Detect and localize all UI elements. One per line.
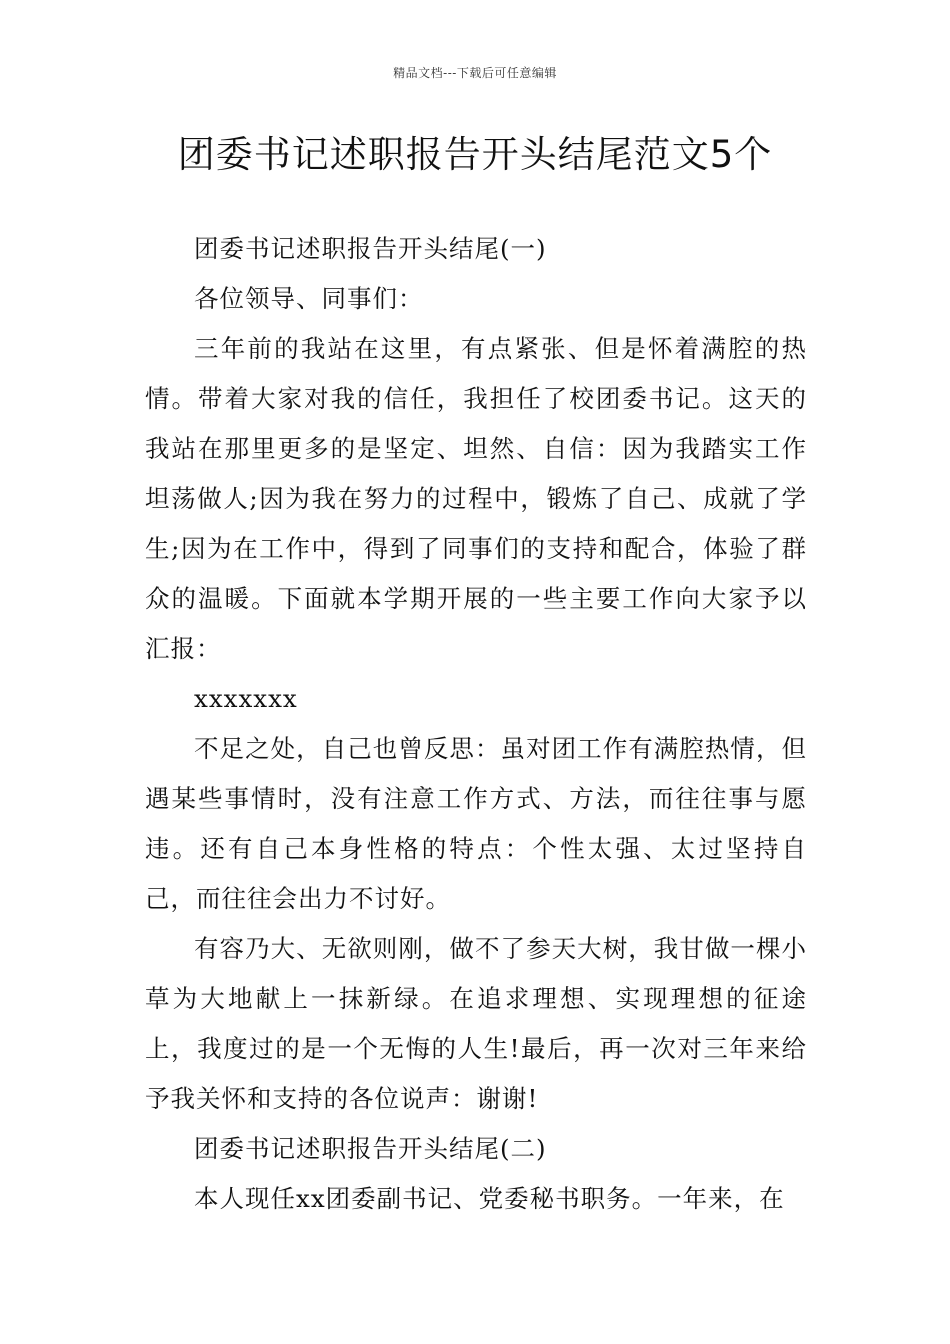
salutation: 各位领导、同事们：: [194, 284, 424, 313]
section-heading: 团委书记述职报告开头结尾(一): [194, 234, 547, 263]
body-paragraph: 本人现任xx团委副书记、党委秘书职务。一年来，在: [194, 1184, 785, 1213]
placeholder-text: xxxxxxx: [194, 684, 298, 713]
section-heading: 团委书记述职报告开头结尾(二): [194, 1134, 547, 1163]
header-note: 精品文档---下载后可任意编辑: [393, 66, 557, 80]
body-paragraph: 不足之处，自己也曾反思：虽对团工作有满腔热情，但遇某些事情时，没有注意工作方式、方法，而往往事与愿违。还有自己本身性格的特点：个性太强、太过坚持自己，而往往会出力不讨好。: [145, 734, 807, 913]
body-paragraph: 有容乃大、无欲则刚，做不了参天大树，我甘做一棵小草为大地献上一抹新绿。在追求理想、实现理想的征途上，我度过的是一个无悔的人生!最后，再一次对三年来给予我关怀和支持的各位说声：谢谢!: [145, 934, 807, 1113]
document-title: 团委书记述职报告开头结尾范文5个: [177, 133, 773, 176]
body-paragraph: 三年前的我站在这里，有点紧张、但是怀着满腔的热情。带着大家对我的信任，我担任了校团委书记。这天的我站在那里更多的是坚定、坦然、自信：因为我踏实工作坦荡做人;因为我在努力的过程中，锻炼了自己、成就了学生;因为在工作中，得到了同事们的支持和配合，体验了群众的温暖。下面就本学期开展的一些主要工作向大家予以汇报：: [145, 334, 807, 663]
document-body: [145, 224, 807, 1224]
